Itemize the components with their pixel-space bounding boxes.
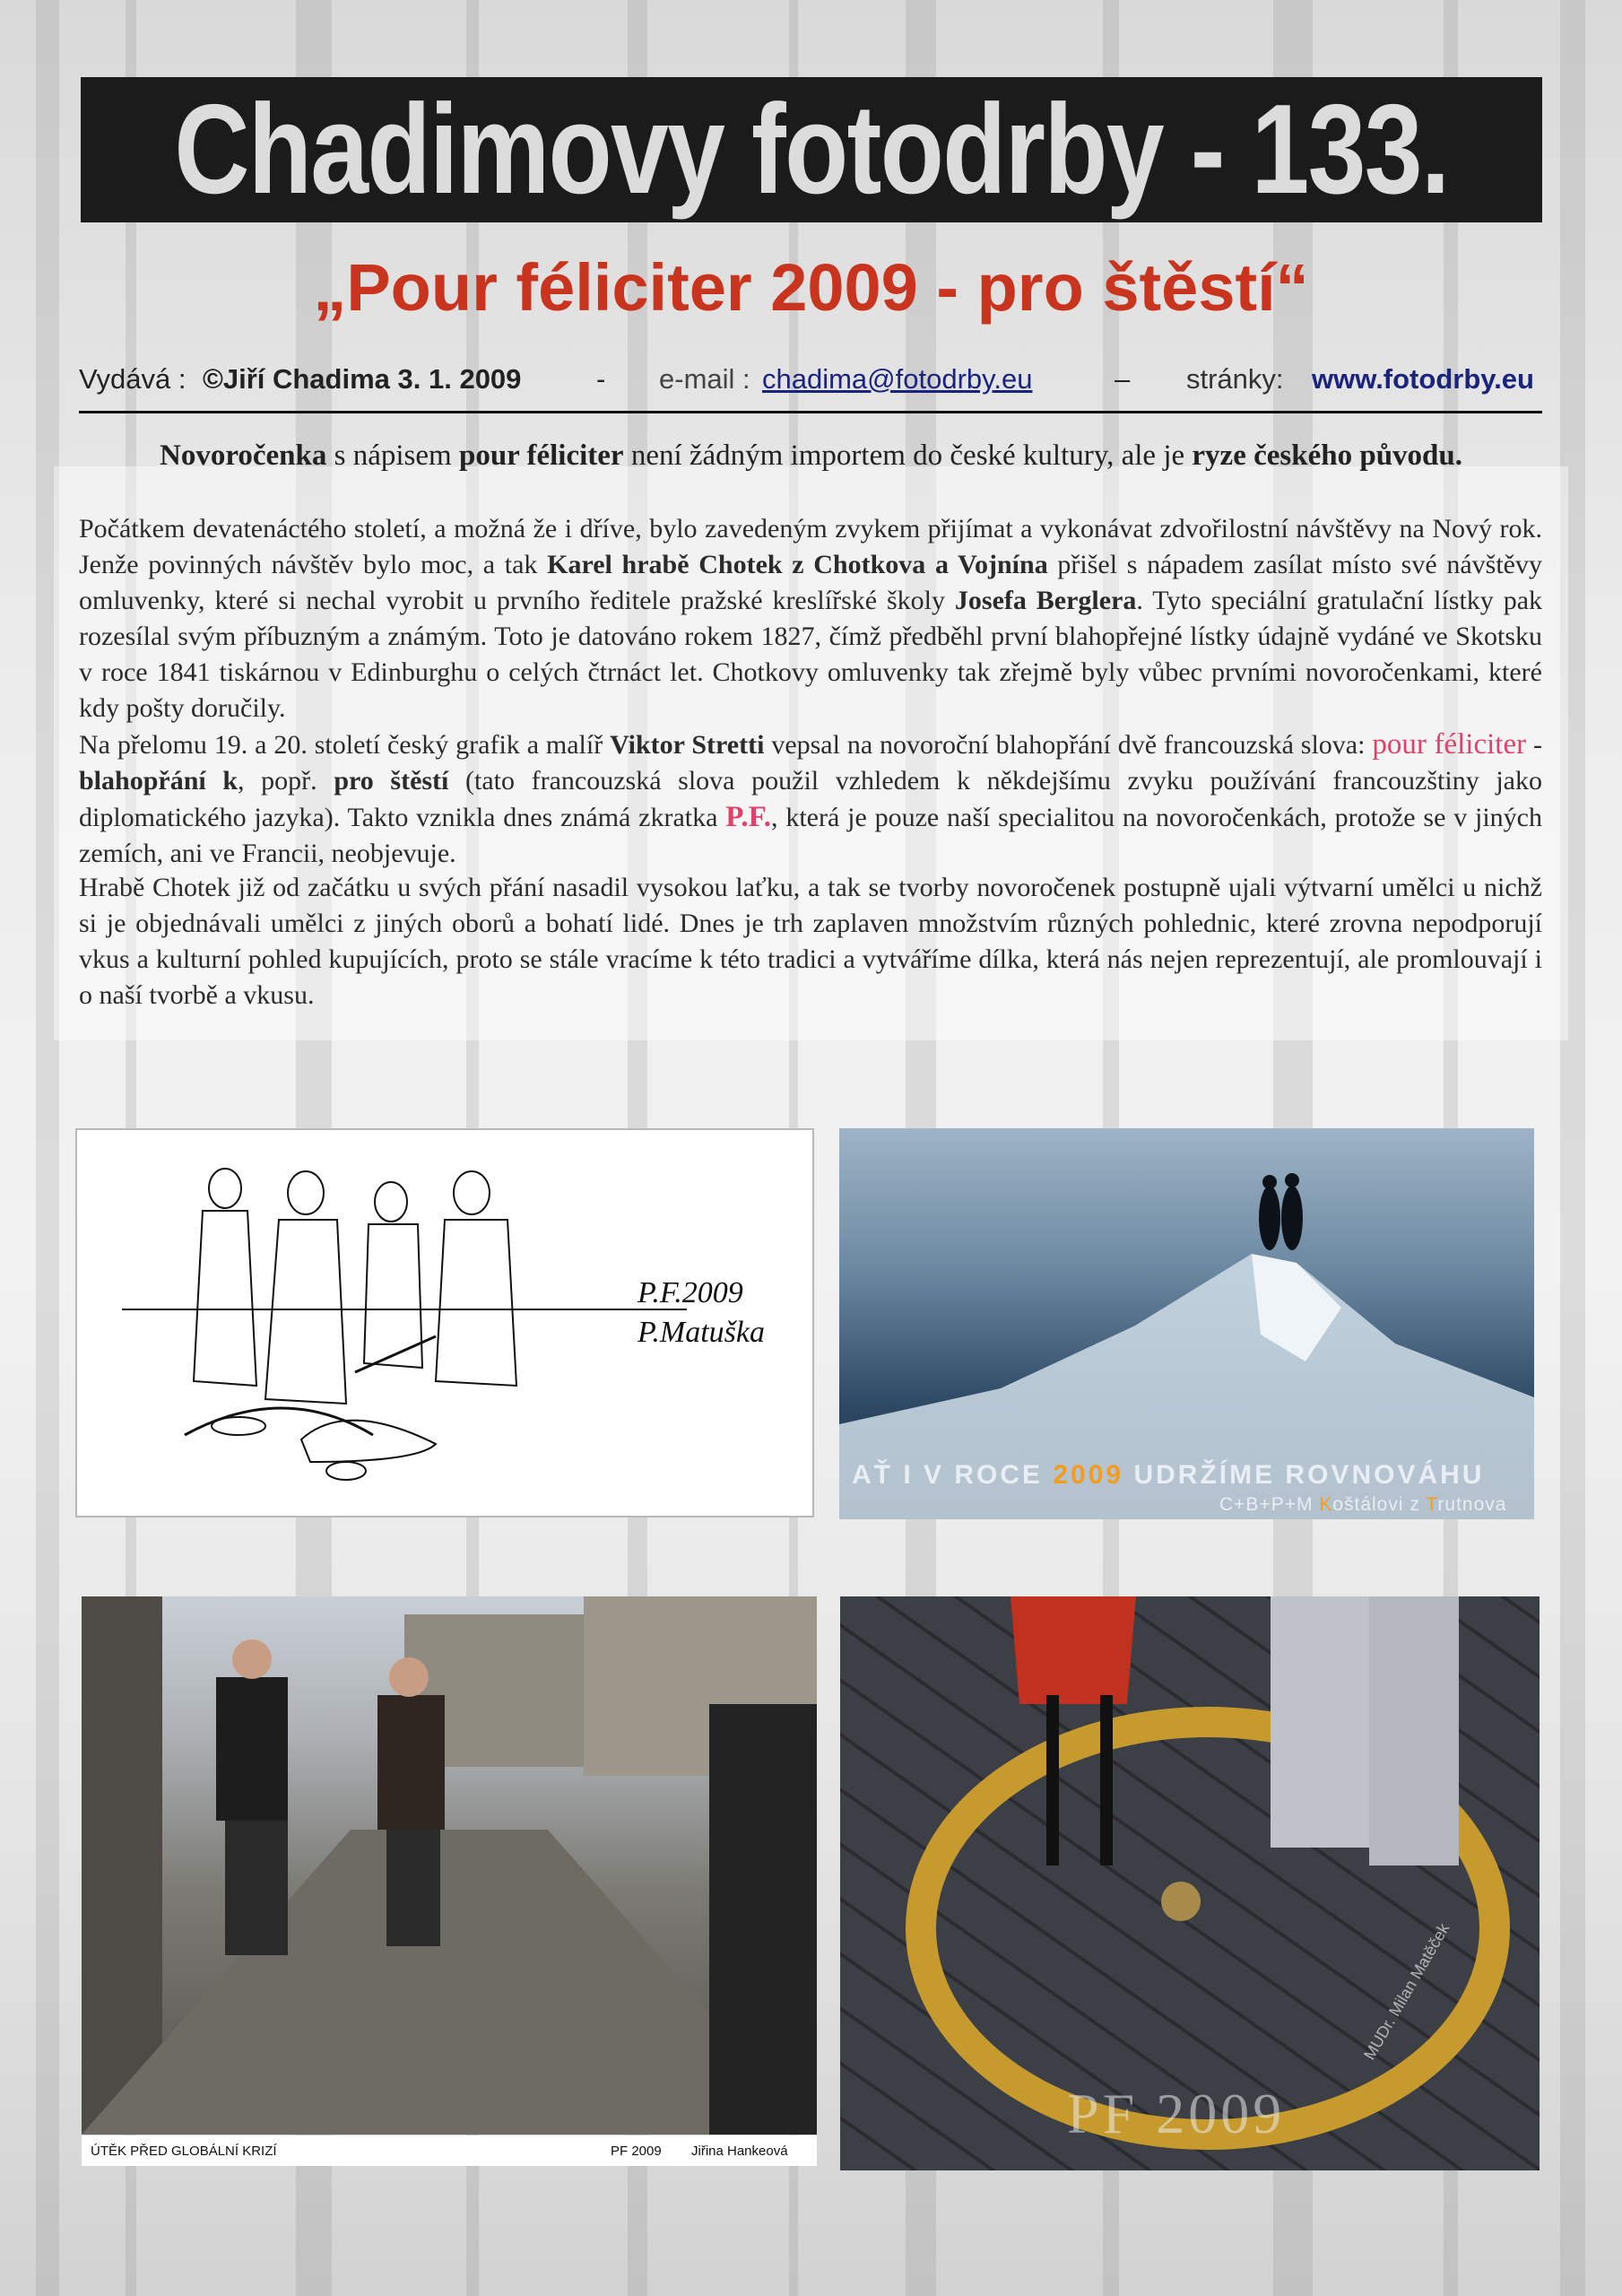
p1-bold-bergler: Josefa Berglera: [954, 586, 1137, 615]
street-caption-pf: PF 2009: [611, 2144, 662, 2159]
p1-bold-chotek: Karel hrabě Chotek z Chotkova a Vojnína: [547, 550, 1048, 579]
web-label: stránky:: [1186, 363, 1284, 395]
street-caption-title: ÚTĚK PŘED GLOBÁLNÍ KRIZÍ: [91, 2144, 277, 2159]
credit-letter-k: K: [1319, 1494, 1333, 1515]
caption-part-b: UDRŽÍME ROVNOVÁHU: [1123, 1460, 1485, 1490]
p1-bold-blahoprani: blahopřání k: [79, 766, 239, 796]
street-stilts-image: [82, 1596, 817, 2135]
p1-text-4: Na přelomu 19. a 20. století český grafik a malíř: [79, 730, 611, 760]
p1-pink-pf: P.F.: [725, 801, 772, 833]
street-caption-strip: [82, 2135, 817, 2166]
p1-text-5: vepsal na novoroční blahopřání dvě francouzská slova:: [764, 730, 1373, 760]
lead-bold-1: Novoročenka: [160, 439, 327, 472]
caption-year: 2009: [1053, 1460, 1124, 1490]
street-caption-author: Jiřina Hankeová: [691, 2144, 788, 2159]
credit-part-c: rutnova: [1437, 1494, 1507, 1515]
caption-part-a: AŤ I V ROCE: [852, 1460, 1054, 1490]
trend-paragraph: Hrabě Chotek již od začátku u svých přání nasadil vysokou laťku, a tak se tvorby novoročenek postupně ujali výtvarní umělci u nichž si je objednávali umělci z jiných oborů a bohatí lidé. Dnes je trh zaplaven množstvím různých pohlednic, které zrovna nepodporují vkus a kulturní pohled kupujících, proto se stále vracíme k této tradici a vytváříme dílka, která nás nejen reprezentují, ale promlouvají i o naší tvorbě a vkusu.: [79, 873, 1542, 1010]
email-link[interactable]: chadima@fotodrby.eu: [762, 363, 1033, 395]
p1-bold-stretti: Viktor Stretti: [610, 730, 765, 760]
credit-part-b: oštálovi z: [1332, 1494, 1427, 1515]
p1-text-9: , která je pouze naší specialitou na novoročenkách, protože se v jiných zemích, ani ve Francii, neobjevuje.: [79, 803, 1542, 868]
p1-text-2: přišel s nápadem zasílat místo své návštěvy omluvenky, které si nechal vyrobit u prvního ředitele pražské kreslířské školy: [79, 550, 1542, 615]
signature-line-1: P.F.2009: [638, 1276, 743, 1309]
cartoon-signature: [638, 1274, 765, 1352]
pavement-author: MUDr. Milan Matěček: [1360, 1920, 1453, 2063]
p1-text-1: Počátkem devatenáctého století, a možná že i dříve, bylo zavedeným zvykem přijímat a vykonávat zdvořilostní návštěvy na Nový rok. Jenže povinných návštěv bylo moc, a tak: [79, 514, 1542, 579]
credit-part-a: C+B+P+M: [1219, 1494, 1320, 1515]
separator-dash: -: [596, 363, 606, 395]
email-label: e-mail :: [659, 363, 750, 395]
p1-pink-pour-feliciter: pour féliciter: [1372, 728, 1527, 761]
p1-text-8: (tato francouzská slova použil vzhledem k někdejšímu zvyku používání francouzštiny jako diplomatického jazyka). Takto vznikla dnes známá zkratka: [79, 766, 1542, 832]
publisher-author: ©Jiří Chadima 3. 1. 2009: [203, 363, 522, 395]
p1-text-6: -: [1526, 730, 1542, 760]
p1-text-7: , popř.: [238, 766, 334, 796]
mountain-caption: [852, 1460, 1484, 1491]
cartoon-image: [75, 1128, 814, 1518]
p1-text-3: . Tyto speciální gratulační lístky pak rozesílal svým příbuzným a známým. Toto je datováno rokem 1827, čímž předběhl první blahopřejné lístky údajně vydáné ve Skotsku v roce 1841 tiskárnou v Edinburghu o celých čtrnáct let. Chotkovy omluvenky tak zřejmě byly vůbec prvními novoročenkami, které kdy pošty doručily.: [79, 586, 1543, 723]
lead-bold-2: pour féliciter: [458, 439, 624, 472]
credit-letter-t: T: [1426, 1494, 1438, 1515]
header-rule: [79, 411, 1542, 413]
separator-dash-2: –: [1115, 363, 1131, 395]
web-link[interactable]: www.fotodrby.eu: [1312, 363, 1534, 395]
lead-text-1: s nápisem: [326, 439, 459, 472]
pf-watermark: PF 2009: [1067, 2082, 1286, 2145]
page-subtitle: „Pour féliciter 2009 - pro štěstí“: [313, 250, 1309, 325]
page-title: Chadimovy fotodrby - 133.: [174, 78, 1449, 221]
history-paragraph: [79, 511, 1542, 872]
signature-line-2: P.Matuška: [638, 1316, 765, 1349]
mountain-credit: [1219, 1494, 1506, 1516]
street-drawing: [82, 1596, 817, 2135]
lead-sentence: [54, 439, 1568, 473]
lead-bold-3: ryze českého původu.: [1192, 439, 1462, 472]
lead-text-2: není žádným importem do české kultury, ale je: [623, 439, 1193, 472]
publisher-line: [79, 363, 1540, 408]
p1-bold-pro-stesti: pro štěstí: [334, 766, 449, 796]
publisher-label: Vydává :: [79, 363, 186, 395]
